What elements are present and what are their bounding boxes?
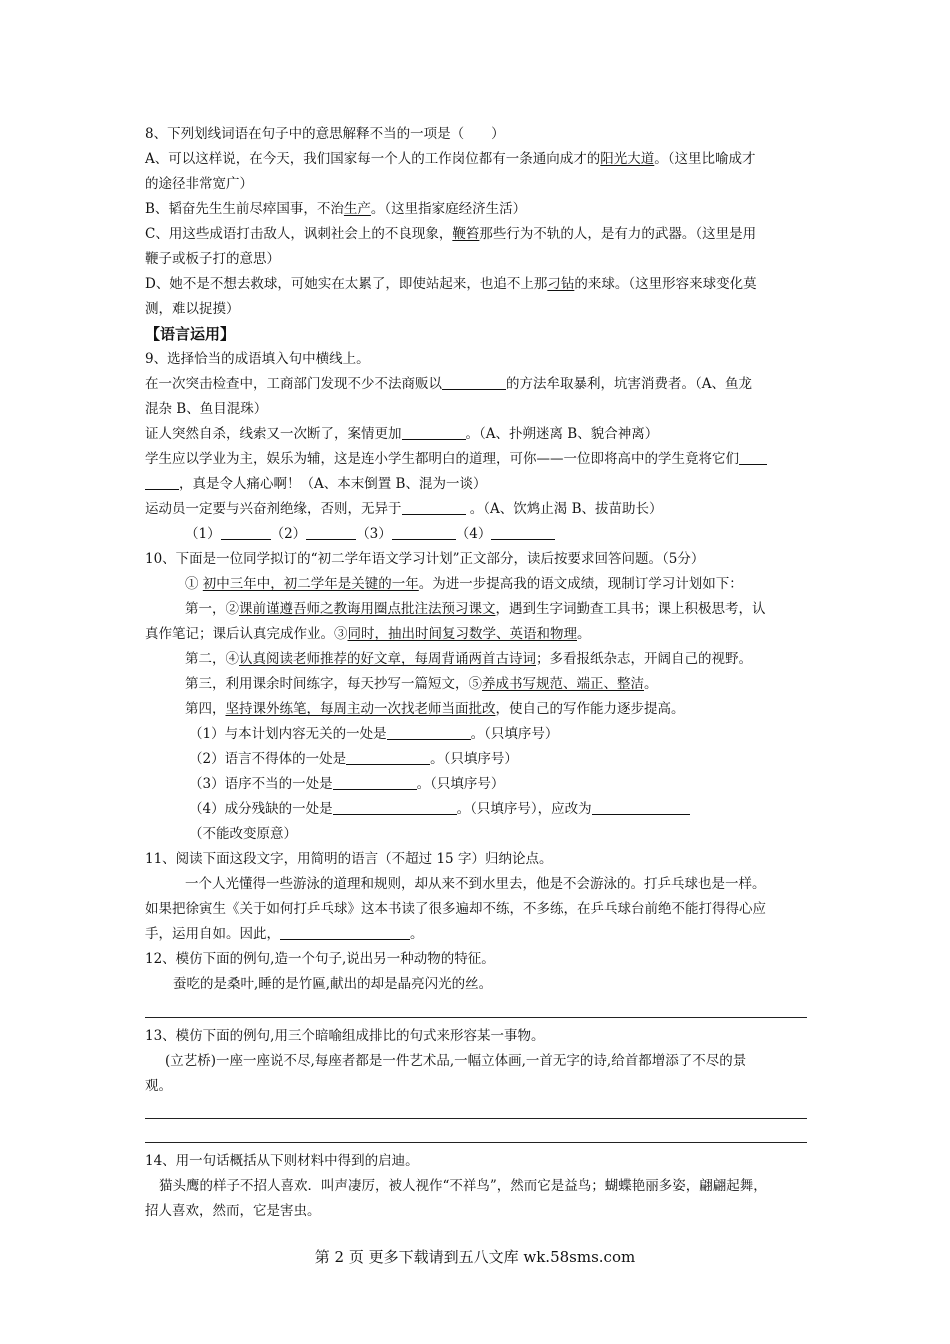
q12-example: 蚕吃的是桑叶,睡的是竹匾,献出的却是晶亮闪光的丝。 <box>173 976 493 992</box>
q14-stem: 14、用一句话概括从下则材料中得到的启迪。 <box>145 1153 419 1169</box>
q8-option-a: A、可以这样说，在今天，我们国家每一个人的工作岗位都有一条通向成才的阳光大道。（这里比喻成才 <box>145 151 756 167</box>
answer-blank[interactable] <box>145 475 179 490</box>
answer-blank[interactable] <box>491 525 555 540</box>
worksheet-page <box>145 122 807 1224</box>
q9-sentence-1-cont: 混杂 B、鱼目混珠） <box>145 401 268 417</box>
q10-stem: 10、下面是一位同学拟订的“初二学年语文学习计划”正文部分，读后按要求回答问题。（5分） <box>145 551 705 567</box>
q10-subquestion-4: （4）成分残缺的一处是 。（只填序号），应改为 <box>145 797 807 822</box>
answer-blank[interactable] <box>739 450 767 465</box>
answer-blank[interactable] <box>442 375 506 390</box>
q10-para-5: 第四，坚持课外练笔，每周主动一次找老师当面批改，使自己的写作能力逐步提高。 <box>185 701 685 717</box>
q14-material-line-1: 猫头鹰的样子不招人喜欢．叫声凄厉，被人视作“不祥鸟”，然而它是益鸟；蝴蝶艳丽多姿，翩翩起舞， <box>159 1178 767 1194</box>
answer-blank[interactable] <box>306 525 356 540</box>
q8-option-c-cont: 鞭子或板子打的意思） <box>145 251 280 267</box>
q10-para-2: 第一，②课前谨遵吾师之教诲用圈点批注法预习课文，遇到生字词勤查工具书；课上积极思考，认 <box>185 601 766 617</box>
q10-subquestion-1: （1）与本计划内容无关的一处是 。（只填序号） <box>189 726 559 742</box>
q8-option-d-cont: 测，难以捉摸） <box>145 301 240 317</box>
q10-para-2-cont: 真作笔记；课后认真完成作业。③同时，抽出时间复习数学、英语和物理。 <box>145 626 591 642</box>
q13-example-line-2: 观。 <box>145 1078 172 1094</box>
q13-stem: 13、模仿下面的例句,用三个暗喻组成排比的句式来形容某一事物。 <box>145 1028 545 1044</box>
q13-example-line-1: (立艺桥)一座一座说不尽,每座者都是一件艺术品,一幅立体画,一首无字的诗,给首都增添了不尽的景 <box>165 1053 747 1069</box>
q10-para-1: ① 初中三年中，初二学年是关键的一年。为进一步提高我的语文成绩，现制订学习计划如下： <box>185 576 743 592</box>
answer-blank[interactable] <box>333 800 457 815</box>
answer-blank[interactable] <box>387 725 471 740</box>
q14-material-line-2: 招人喜欢，然而，它是害虫。 <box>145 1203 321 1219</box>
answer-blank[interactable] <box>592 800 690 815</box>
q9-sentence-3-cont: ，真是令人痛心啊！（A、本末倒置 B、混为一谈） <box>145 472 807 497</box>
q9-sentence-2: 证人突然自杀，线索又一次断了，案情更加 。（A、扑朔迷离 B、貌合神离） <box>145 426 659 442</box>
q8-stem: 8、下列划线词语在句子中的意思解释不当的一项是（ ） <box>145 126 505 142</box>
section-heading: 【语言运用】 <box>145 325 236 343</box>
q8-option-b: B、韬奋先生生前尽瘁国事，不治生产。（这里指家庭经济生活） <box>145 201 527 217</box>
answer-blank[interactable] <box>402 500 466 515</box>
q9-stem: 9、选择恰当的成语填入句中横线上。 <box>145 351 370 367</box>
answer-blank[interactable] <box>333 775 417 790</box>
q9-answers: （1） （2） （3） （4） <box>145 522 807 547</box>
answer-blank[interactable] <box>280 925 410 940</box>
page-footer: 第 2 页 更多下载请到五八文库 wk.58sms.com <box>314 1248 636 1266</box>
q11-passage-line-2: 如果把徐寅生《关于如何打乒乓球》这本书读了很多遍却不练，不多练，在乒乓球台前绝不能打得得心应 <box>145 901 766 917</box>
q10-para-4: 第三，利用课余时间练字，每天抄写一篇短文，⑤养成书写规范、端正、整洁。 <box>185 676 658 692</box>
answer-blank[interactable] <box>346 750 430 765</box>
q10-subquestion-2: （2）语言不得体的一处是 。（只填序号） <box>189 751 518 767</box>
q10-subquestion-3: （3）语序不当的一处是 。（只填序号） <box>189 776 505 792</box>
q12-stem: 12、模仿下面的例句,造一个句子,说出另一种动物的特征。 <box>145 951 495 967</box>
q10-subquestion-4-cont: （不能改变原意） <box>189 826 297 842</box>
q11-passage-line-3: 手，运用自如。因此， 。 <box>145 926 424 942</box>
q8-option-d: D、她不是不想去救球，可她实在太累了，即使站起来，也追不上那刁钻的来球。（这里形容来球变化莫 <box>145 276 757 292</box>
q9-sentence-3: 学生应以学业为主，娱乐为辅，这是连小学生都明白的道理，可你——一位即将高中的学生竟将它们 <box>145 447 807 472</box>
q8-option-a-cont: 的途径非常宽广） <box>145 176 253 192</box>
q10-para-3: 第二，④认真阅读老师推荐的好文章，每周背诵两首古诗词；多看报纸杂志，开阔自己的视野。 <box>185 651 752 667</box>
q8-option-c: C、用这些成语打击敌人，讽刺社会上的不良现象，鞭笞那些行为不轨的人，是有力的武器。（这里是用 <box>145 226 757 242</box>
q11-stem: 11、阅读下面这段文字，用简明的语言（不超过 15 字）归纳论点。 <box>145 851 553 867</box>
q9-sentence-4: 运动员一定要与兴奋剂绝缘，否则，无异于 。（A、饮鸩止渴 B、拔苗助长） <box>145 501 663 517</box>
q9-sentence-1: 在一次突击检查中，工商部门发现不少不法商贩以 的方法牟取暴利，坑害消费者。（A、鱼龙 <box>145 376 752 392</box>
answer-blank[interactable] <box>402 425 466 440</box>
answer-blank[interactable] <box>392 525 456 540</box>
answer-blank[interactable] <box>221 525 271 540</box>
q11-passage-line-1: 一个人光懂得一些游泳的道理和规则，却从来不到水里去，他是不会游泳的。打乒乓球也是一样。 <box>185 876 766 892</box>
